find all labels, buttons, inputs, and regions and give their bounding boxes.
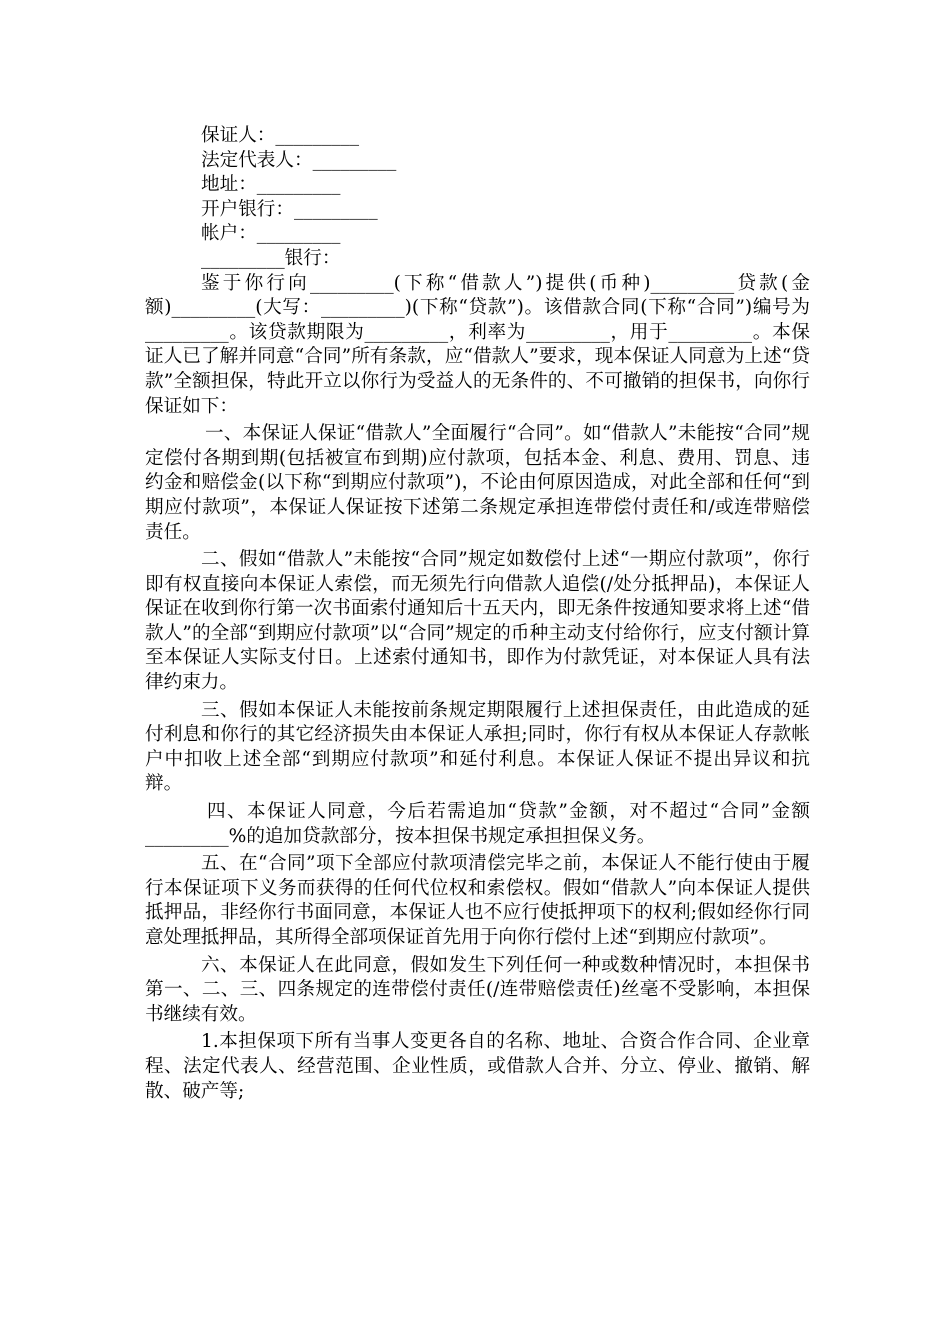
account-field: 帐户：_________	[201, 223, 341, 245]
guarantor-field: 保证人：_________	[201, 125, 360, 146]
clause-1: 一、本保证人保证“借款人”全面履行“合同”。如“借款人”未能按“合同”规定偿付各期到期(包括被宣布到期)应付款项，包括本金、利息、费用、罚息、违约金和赔偿金(以下称“到期应付款项”)，不论由何原因造成，对此全部和任何“到期应付款项”，本保证人保证按下述第二条规定承担连带偿付责任和/或连带赔偿责任。	[145, 423, 810, 543]
address-field: 地址：_________	[201, 174, 341, 196]
clause-3: 三、假如本保证人未能按前条规定期限履行上述担保责任，由此造成的延付利息和你行的其它经济损失由本保证人承担;同时，你行有权从本保证人存款帐户中扣收上述全部“到期应付款项”和延付利息。本保证人保证不提出异议和抗辩。	[145, 699, 810, 795]
clause-6-item-1: 1.本担保项下所有当事人变更各自的名称、地址、合资合作合同、企业章程、法定代表人、经营范围、企业性质，或借款人合并、分立、停业、撤销、解散、破产等;	[145, 1031, 810, 1102]
clause-2: 二、假如“借款人”未能按“合同”规定如数偿付上述“一期应付款项”，你行即有权直接向本保证人索偿，而无须先行向借款人追偿(/处分抵押品)，本保证人保证在收到你行第一次书面索付通知后十五天内，即无条件按通知要求将上述“借款人”的全部“到期应付款项”以“合同”规定的币种主动支付给你行，应支付额计算至本保证人实际支付日。上述索付通知书，即作为付款凭证，对本保证人具有法律约束力。	[145, 549, 810, 694]
clause-6: 六、本保证人在此同意，假如发生下列任何一种或数种情况时，本担保书第一、二、三、四条规定的连带偿付责任(/连带赔偿责任)丝毫不受影响，本担保书继续有效。	[145, 954, 810, 1025]
guarantee-letter	[145, 124, 810, 1104]
clause-4: 四、本保证人同意，今后若需追加“贷款”金额，对不超过“合同”金额_________%的追加贷款部分，按本担保书规定承担担保义务。	[145, 801, 810, 847]
legal-representative-field: 法定代表人：_________	[201, 149, 397, 171]
opening-bank-field: 开户银行：_________	[201, 198, 378, 220]
recipient-bank-field: _________银行：	[201, 247, 341, 269]
clause-5: 五、在“合同”项下全部应付款项清偿完毕之前，本保证人不能行使由于履行本保证项下义务而获得的任何代位权和索偿权。假如“借款人”向本保证人提供抵押品，非经你行书面同意，本保证人也不应行使抵押项下的权利;假如经你行同意处理抵押品，其所得全部项保证首先用于向你行偿付上述“到期应付款项”。	[145, 853, 810, 948]
intro-paragraph: 鉴于你行向_________(下称“借款人”)提供(币种)_________贷款(金额)_________(大写：_________)(下称“贷款”)。该借款合同(下称“合同”)编号为_________。该贷款期限为_________，利率为_________，用于_________。本保证人已了解并同意“合同”所有条款，应“借款人”要求，现本保证人同意为上述“贷款”全额担保，特此开立以你行为受益人的无条件的、不可撤销的担保书，向你行保证如下：	[145, 272, 810, 417]
